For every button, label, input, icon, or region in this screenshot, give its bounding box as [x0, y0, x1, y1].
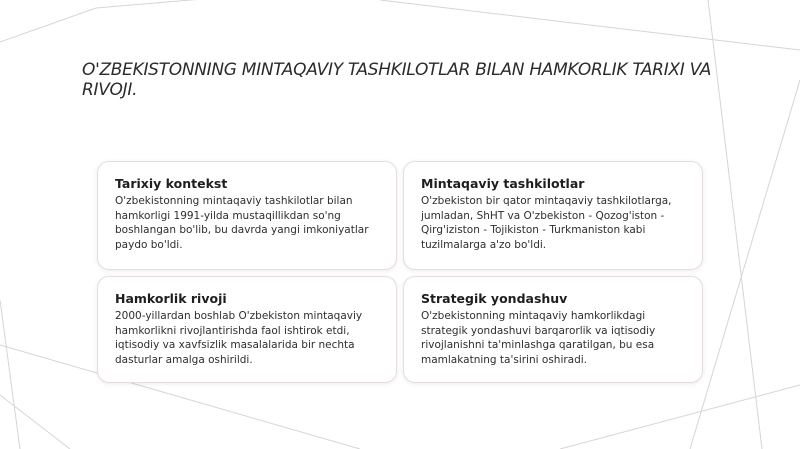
bg-line — [380, 0, 800, 50]
card-text: 2000-yillardan boshlab O'zbekiston mintaqaviy hamkorlikni rivojlantirishda faol ishtirok etdi, iqtisodiy va xavfsizlik masalalarida bir nechta dasturlar amalga oshirildi. — [115, 310, 363, 366]
slide-title: O'ZBEKISTONNING MINTAQAVIY TASHKILOTLAR BILAN HAMKORLIK TARIXI VA RIVOJI. — [82, 60, 712, 100]
bg-line — [96, 0, 250, 8]
bg-line — [0, 300, 20, 449]
card-text: O'zbekistonning mintaqaviy hamkorlikdagi strategik yondashuvi barqarorlik va iqtisodiy rivojlanishni ta'minlashga qaratilgan, bu esa mamlakatning ta'sirini oshiradi. — [421, 310, 656, 366]
card-text: O'zbekistonning mintaqaviy tashkilotlar bilan hamkorligi 1991-yilda mustaqillikdan so'ng boshlangan bo'lib, bu davrda yangi imkoniyatlar paydo bo'ldi. — [115, 195, 369, 251]
bg-line — [0, 8, 96, 42]
card-hamkorlik-rivoji — [97, 276, 397, 383]
card-tarixiy-kontekst — [97, 161, 397, 270]
card-mintaqaviy-tashkilotlar — [403, 161, 703, 270]
bg-line — [0, 395, 70, 449]
card-heading: Mintaqaviy tashkilotlar — [421, 176, 585, 191]
card-text: O'zbekiston bir qator mintaqaviy tashkilotlarga, jumladan, ShHT va O'zbekiston - Qozog'iston - Qirg'iziston - Tojikiston - Turkmaniston kabi tuzilmalarga a'zo bo'ldi. — [421, 195, 672, 251]
card-heading: Strategik yondashuv — [421, 291, 568, 306]
bg-line — [560, 385, 800, 449]
card-heading: Hamkorlik rivoji — [115, 291, 227, 306]
card-strategik-yondashuv — [403, 276, 703, 383]
bg-line — [690, 80, 800, 449]
card-heading: Tarixiy kontekst — [115, 176, 228, 191]
